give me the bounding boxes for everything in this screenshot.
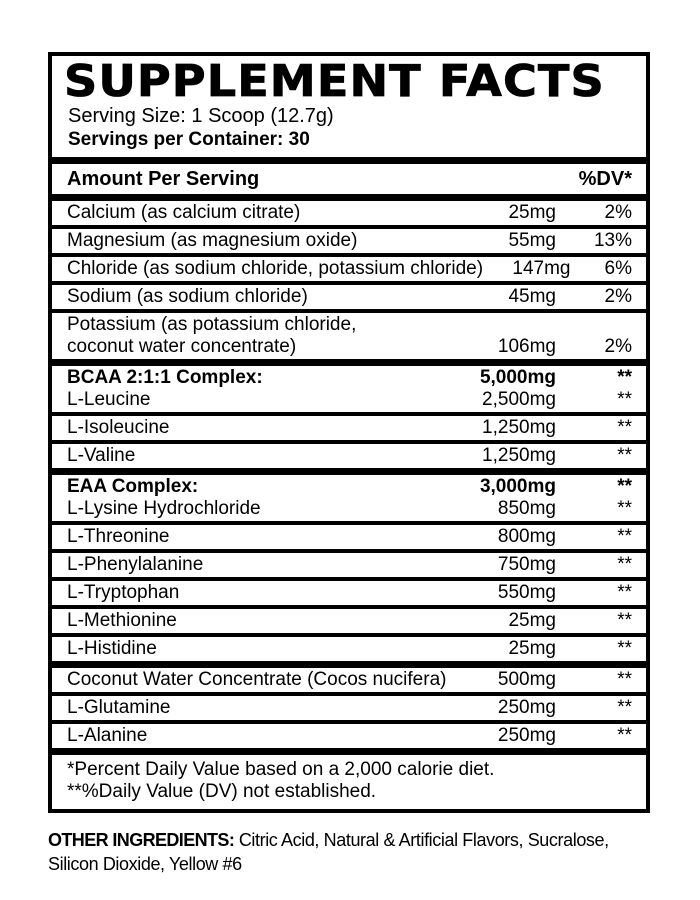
other-ingredients-line2: Silicon Dioxide, Yellow #6 xyxy=(48,854,242,874)
column-header-row xyxy=(52,164,646,194)
ingredient-row xyxy=(52,581,646,605)
other-ingredients-line1 xyxy=(48,828,648,852)
ingredient-line xyxy=(52,498,646,520)
footnote-line: *Percent Daily Value based on a 2,000 calorie diet. xyxy=(67,759,495,780)
serving-size-line: Serving Size: 1 Scoop (12.7g) xyxy=(68,105,334,127)
ingredient-name: Magnesium (as magnesium oxide) xyxy=(67,230,358,251)
ingredient-name: L-Histidine xyxy=(67,638,157,659)
ingredient-row xyxy=(52,313,646,359)
ingredient-dv: 13% xyxy=(593,230,632,251)
ingredient-amount: 25mg xyxy=(508,610,556,631)
ingredient-line xyxy=(52,526,646,548)
ingredient-row xyxy=(52,257,646,281)
ingredient-line xyxy=(52,367,646,389)
supplement-facts-panel xyxy=(48,52,650,813)
ingredient-amount: 750mg xyxy=(497,554,556,575)
ingredient-row xyxy=(52,668,646,692)
ingredient-line xyxy=(52,230,646,252)
ingredient-line xyxy=(52,582,646,604)
ingredient-line xyxy=(52,336,646,358)
ingredient-amount: 1,250mg xyxy=(482,445,556,466)
panel-header-box xyxy=(52,56,646,157)
ingredient-dv: ** xyxy=(617,389,632,410)
ingredient-name: L-Lysine Hydrochloride xyxy=(67,498,261,519)
ingredient-row xyxy=(52,724,646,748)
ingredient-dv: ** xyxy=(617,476,632,497)
ingredient-section xyxy=(52,475,646,661)
ingredient-amount: 250mg xyxy=(497,725,556,746)
ingredient-amount: 45mg xyxy=(508,286,556,307)
ingredient-name: L-Valine xyxy=(67,445,136,466)
ingredient-name: Potassium (as potassium chloride, xyxy=(67,314,357,335)
ingredient-amount: 550mg xyxy=(497,582,556,603)
ingredient-section xyxy=(52,201,646,359)
ingredient-line xyxy=(52,554,646,576)
ingredient-dv: ** xyxy=(617,417,632,438)
ingredient-sections xyxy=(52,201,646,748)
ingredient-dv: ** xyxy=(617,498,632,519)
ingredient-row xyxy=(52,229,646,253)
ingredient-amount: 500mg xyxy=(497,669,556,690)
ingredient-amount: 55mg xyxy=(508,230,556,251)
ingredient-line xyxy=(52,389,646,411)
ingredient-row xyxy=(52,525,646,549)
ingredient-dv: ** xyxy=(617,445,632,466)
ingredient-name: L-Isoleucine xyxy=(67,417,170,438)
ingredient-amount: 2,500mg xyxy=(482,389,556,410)
ingredient-line xyxy=(52,202,646,224)
ingredient-line xyxy=(52,417,646,439)
ingredient-section xyxy=(52,668,646,748)
ingredient-dv: 2% xyxy=(604,336,632,357)
ingredient-dv: ** xyxy=(617,697,632,718)
footnote-line: **%Daily Value (DV) not established. xyxy=(67,781,377,802)
ingredient-line xyxy=(52,314,646,336)
ingredient-line xyxy=(52,669,646,691)
ingredient-amount: 3,000mg xyxy=(479,476,556,497)
ingredient-line xyxy=(52,697,646,719)
ingredient-line xyxy=(52,476,646,498)
ingredient-amount: 25mg xyxy=(508,202,556,223)
ingredient-row xyxy=(52,366,646,412)
ingredient-line xyxy=(52,610,646,632)
ingredient-row xyxy=(52,444,646,468)
ingredient-dv: ** xyxy=(617,526,632,547)
footnotes-box xyxy=(52,755,646,809)
ingredient-name: Coconut Water Concentrate (Cocos nucifera) xyxy=(67,669,447,690)
ingredient-line xyxy=(52,445,646,467)
ingredient-amount: 147mg xyxy=(512,258,571,279)
amount-per-serving-label: Amount Per Serving xyxy=(67,168,260,190)
ingredient-name: EAA Complex: xyxy=(67,476,199,497)
ingredient-amount: 800mg xyxy=(497,526,556,547)
ingredient-amount: 250mg xyxy=(497,697,556,718)
ingredient-name: L-Tryptophan xyxy=(67,582,180,603)
ingredient-dv: ** xyxy=(617,367,632,388)
ingredient-amount: 1,250mg xyxy=(482,417,556,438)
ingredient-dv: 2% xyxy=(604,286,632,307)
dv-header-label: %DV* xyxy=(578,168,632,190)
ingredient-name: L-Phenylalanine xyxy=(67,554,204,575)
ingredient-name: L-Methionine xyxy=(67,610,177,631)
ingredient-line xyxy=(52,286,646,308)
ingredient-dv: ** xyxy=(617,582,632,603)
ingredient-amount: 106mg xyxy=(497,336,556,357)
ingredient-amount: 850mg xyxy=(497,498,556,519)
panel-title: SUPPLEMENT FACTS xyxy=(64,56,605,107)
ingredient-name: L-Glutamine xyxy=(67,697,171,718)
ingredient-name: Chloride (as sodium chloride, potassium chloride) xyxy=(67,258,484,279)
ingredient-row xyxy=(52,201,646,225)
ingredient-dv: ** xyxy=(617,638,632,659)
ingredient-line xyxy=(52,725,646,747)
ingredient-amount: 25mg xyxy=(508,638,556,659)
ingredient-dv: ** xyxy=(617,669,632,690)
ingredient-name: L-Alanine xyxy=(67,725,148,746)
ingredient-section xyxy=(52,366,646,468)
ingredient-name: L-Leucine xyxy=(67,389,151,410)
ingredient-row xyxy=(52,637,646,661)
ingredient-row xyxy=(52,609,646,633)
ingredient-name: BCAA 2:1:1 Complex: xyxy=(67,367,263,388)
servings-per-container-line: Servings per Container: 30 xyxy=(68,129,310,150)
ingredient-name: Sodium (as sodium chloride) xyxy=(67,286,308,307)
ingredient-line xyxy=(52,258,646,280)
ingredient-row xyxy=(52,696,646,720)
ingredient-row xyxy=(52,285,646,309)
ingredient-row xyxy=(52,475,646,521)
ingredient-name: coconut water concentrate) xyxy=(67,336,297,357)
ingredient-amount: 5,000mg xyxy=(479,367,556,388)
ingredient-name: Calcium (as calcium citrate) xyxy=(67,202,301,223)
ingredient-row xyxy=(52,553,646,577)
other-ingredients xyxy=(48,828,648,876)
ingredient-name: L-Threonine xyxy=(67,526,170,547)
ingredient-dv: ** xyxy=(617,610,632,631)
other-ingredients-text: Citric Acid, Natural & Artificial Flavors, Sucralose, xyxy=(234,830,609,850)
other-ingredients-label: OTHER INGREDIENTS: xyxy=(48,830,235,850)
ingredient-dv: ** xyxy=(617,554,632,575)
ingredient-dv: ** xyxy=(617,725,632,746)
ingredient-dv: 6% xyxy=(604,258,632,279)
ingredient-dv: 2% xyxy=(604,202,632,223)
ingredient-row xyxy=(52,416,646,440)
ingredient-line xyxy=(52,638,646,660)
